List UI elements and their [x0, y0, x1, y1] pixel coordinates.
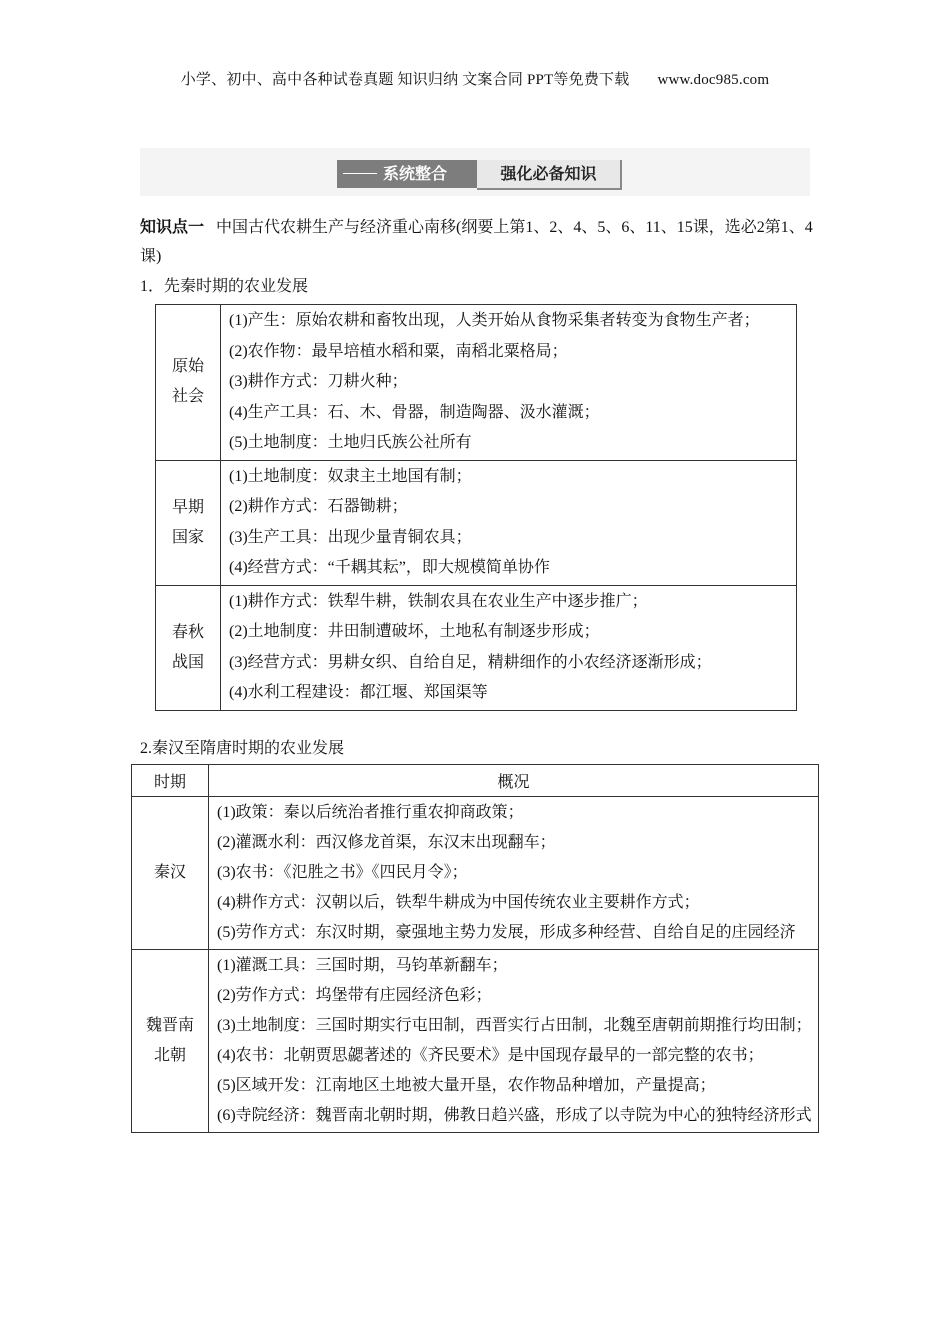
- overview-cell: [209, 950, 819, 1133]
- banner-tab-system: [337, 160, 477, 188]
- overview-item: (5)劳作方式：东汉时期，豪强地主势力发展，形成多种经营、自给自足的庄园经济: [217, 924, 796, 941]
- overview-cell: [221, 585, 797, 710]
- period-label: 战国: [171, 653, 204, 671]
- overview-item: (4)经营方式：“千耦其耘”，即大规模简单协作: [229, 559, 550, 576]
- section1-title: 1．先秦时期的农业发展: [140, 278, 309, 295]
- overview-item: (2)灌溉水利：西汉修龙首渠，东汉末出现翻车；: [217, 834, 556, 851]
- table-row: [132, 797, 819, 950]
- period-label: 原始: [171, 358, 204, 376]
- overview-item: (5)土地制度：土地归氏族公社所有: [229, 434, 472, 451]
- period-cell: [156, 305, 221, 461]
- header-period: 时期: [132, 765, 209, 797]
- period-cell: [156, 585, 221, 710]
- overview-item: (4)农书：北朝贾思勰著述的《齐民要术》是中国现存最早的一部完整的农书；: [217, 1047, 764, 1064]
- overview-item: (5)区域开发：江南地区土地被大量开垦，农作物品种增加，产量提高；: [217, 1077, 716, 1094]
- header-url[interactable]: www.doc985.com: [657, 72, 770, 88]
- period-cell: [156, 460, 221, 585]
- table-row: [156, 305, 797, 461]
- overview-cell: [221, 305, 797, 461]
- period-cell: [132, 797, 209, 950]
- overview-item: (1)耕作方式：铁犁牛耕，铁制农具在农业生产中逐步推广；: [229, 592, 648, 610]
- overview-item: (2)土地制度：井田制遭破坏，土地私有制逐步形成；: [229, 623, 600, 640]
- section-banner: [140, 148, 810, 196]
- knowledge-point-heading: [140, 212, 820, 271]
- overview-item: (1)土地制度：奴隶主土地国有制；: [229, 467, 472, 485]
- table-row: [156, 585, 797, 710]
- table-row: [132, 950, 819, 1133]
- table-row: [156, 460, 797, 585]
- overview-item: (3)耕作方式：刀耕火种；: [229, 373, 408, 390]
- banner-dark-label: 系统整合: [383, 164, 448, 183]
- knowledge-point-label: 知识点一: [140, 217, 205, 236]
- period-label: 国家: [171, 528, 204, 546]
- overview-item: (4)生产工具：石、木、骨器，制造陶器、汲水灌溉；: [229, 403, 600, 421]
- overview-item: (2)劳作方式：坞堡带有庄园经济色彩；: [217, 987, 492, 1004]
- period-label: 春秋: [171, 623, 204, 641]
- pre-qin-table: [155, 304, 797, 711]
- qin-sui-tang-table: [131, 764, 819, 1133]
- banner-tab-knowledge: [477, 160, 622, 190]
- overview-item: (1)灌溉工具：三国时期，马钧革新翻车；: [217, 957, 508, 974]
- banner-light-label: 强化必备知识: [500, 164, 597, 183]
- period-label: 早期: [171, 498, 204, 516]
- overview-cell: [209, 797, 819, 950]
- overview-item: (2)农作物：最早培植水稻和粟，南稻北粟格局；: [229, 342, 568, 360]
- period-label: 社会: [171, 388, 204, 406]
- period-cell: [132, 950, 209, 1133]
- period-label: 北朝: [153, 1047, 186, 1064]
- period-label: 秦汉: [153, 864, 186, 881]
- overview-item: (3)生产工具：出现少量青铜农具；: [229, 528, 472, 546]
- overview-item: (3)经营方式：男耕女织、自给自足，精耕细作的小农经济逐渐形成；: [229, 653, 712, 671]
- overview-item: (6)寺院经济：魏晋南北朝时期，佛教日趋兴盛，形成了以寺院为中心的独特经济形式: [217, 1107, 812, 1124]
- header-text: 小学、初中、高中各种试卷真题 知识归纳 文案合同 PPT等免费下载: [180, 72, 630, 88]
- overview-item: (1)产生：原始农耕和畜牧出现，人类开始从食物采集者转变为食物生产者；: [229, 312, 760, 329]
- overview-item: (3)农书：《氾胜之书》《四民月令》；: [217, 864, 468, 881]
- overview-item: (4)耕作方式：汉朝以后，铁犁牛耕成为中国传统农业主要耕作方式；: [217, 894, 700, 911]
- section2-title: 2.秦汉至隋唐时期的农业发展: [140, 740, 345, 757]
- overview-cell: [221, 460, 797, 585]
- overview-item: (3)土地制度：三国时期实行屯田制，西晋实行占田制，北魏至唐朝前期推行均田制；: [217, 1017, 812, 1034]
- period-label: 魏晋南: [145, 1017, 194, 1034]
- dash-decoration: [343, 173, 377, 174]
- header-overview: 概况: [209, 765, 819, 797]
- knowledge-point-title: 中国古代农耕生产与经济重心南移(纲要上第1、2、4、5、6、11、15课，选必2第1、4课): [140, 219, 813, 265]
- overview-item: (4)水利工程建设：都江堰、郑国渠等: [229, 684, 488, 701]
- page-header: [0, 68, 950, 89]
- overview-item: (1)政策：秦以后统治者推行重农抑商政策；: [217, 804, 524, 821]
- overview-item: (2)耕作方式：石器锄耕；: [229, 498, 408, 515]
